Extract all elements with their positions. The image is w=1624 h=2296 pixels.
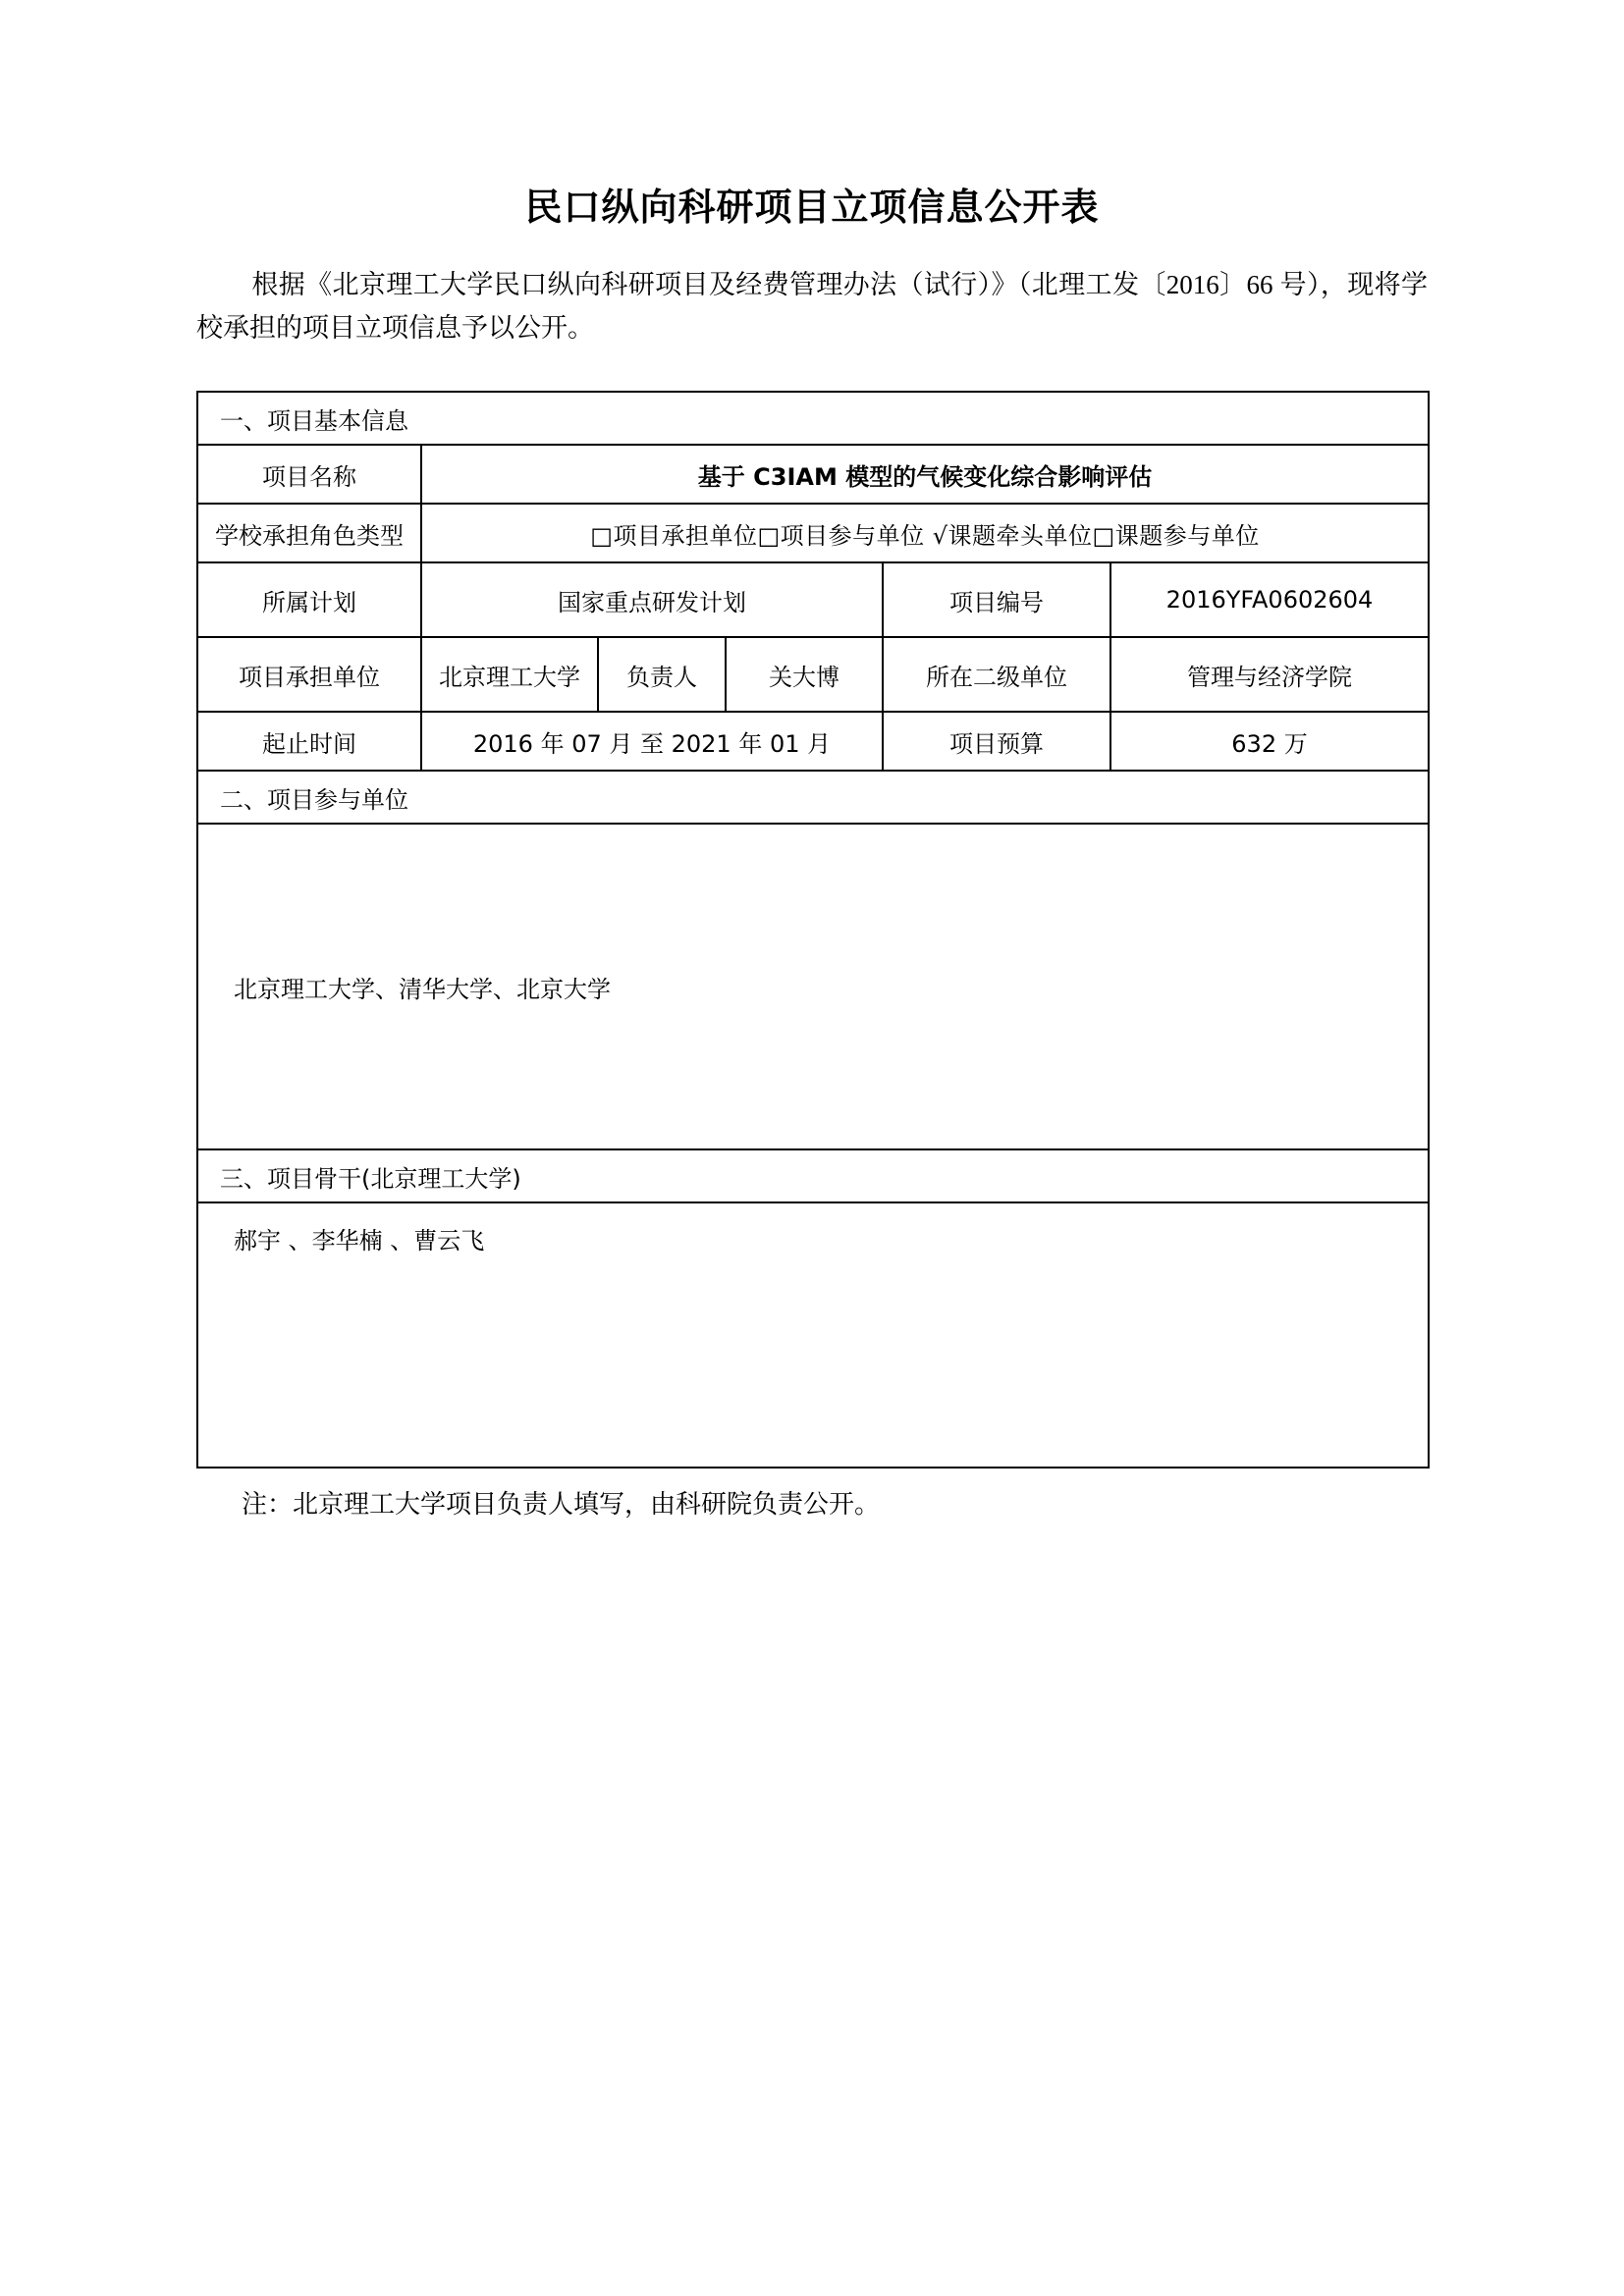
value-budget: 632 万: [1110, 712, 1429, 771]
value-secondary-unit: 管理与经济学院: [1110, 637, 1429, 712]
value-project-no: 2016YFA0602604: [1110, 562, 1429, 637]
table-row: [197, 392, 1429, 445]
label-secondary-unit: 所在二级单位: [883, 637, 1110, 712]
label-leader: 负责人: [598, 637, 726, 712]
section-header-backbone: 三、项目骨干(北京理工大学): [197, 1149, 1429, 1202]
section-header-basic-info: 一、项目基本信息: [197, 392, 1429, 445]
value-participating-units: 北京理工大学、清华大学、北京大学: [197, 824, 1429, 1149]
value-undertaking-unit: 北京理工大学: [421, 637, 598, 712]
table-row: [197, 637, 1429, 712]
table-row: [197, 562, 1429, 637]
label-undertaking-unit: 项目承担单位: [197, 637, 421, 712]
label-role-type: 学校承担角色类型: [197, 504, 421, 562]
label-budget: 项目预算: [883, 712, 1110, 771]
table-row: [197, 1202, 1429, 1468]
table-row: [197, 824, 1429, 1149]
project-info-table: [196, 391, 1430, 1468]
label-duration: 起止时间: [197, 712, 421, 771]
table-row: [197, 771, 1429, 824]
intro-text: 根据《北京理工大学民口纵向科研项目及经费管理办法（试行）》（北理工发〔2016〕66 号），现将学校承担的项目立项信息予以公开。: [196, 270, 1428, 343]
footer-note: 注：北京理工大学项目负责人填写，由科研院负责公开。: [242, 1490, 881, 1520]
table-row: [197, 712, 1429, 771]
table-row: [197, 504, 1429, 562]
intro-paragraph: [196, 264, 1428, 349]
value-plan: 国家重点研发计划: [421, 562, 883, 637]
table-row: [197, 1149, 1429, 1202]
section-header-participating-units: 二、项目参与单位: [197, 771, 1429, 824]
value-project-name: 基于 C3IAM 模型的气候变化综合影响评估: [421, 445, 1429, 504]
table-row: [197, 445, 1429, 504]
value-backbone: 郝宇 、李华楠 、曹云飞: [197, 1202, 1429, 1468]
label-plan: 所属计划: [197, 562, 421, 637]
page-title: 民口纵向科研项目立项信息公开表: [524, 186, 1100, 229]
label-project-no: 项目编号: [883, 562, 1110, 637]
label-project-name: 项目名称: [197, 445, 421, 504]
value-leader: 关大博: [726, 637, 883, 712]
value-duration: 2016 年 07 月 至 2021 年 01 月: [421, 712, 883, 771]
value-role-type: □项目承担单位□项目参与单位 √课题牵头单位□课题参与单位: [421, 504, 1429, 562]
